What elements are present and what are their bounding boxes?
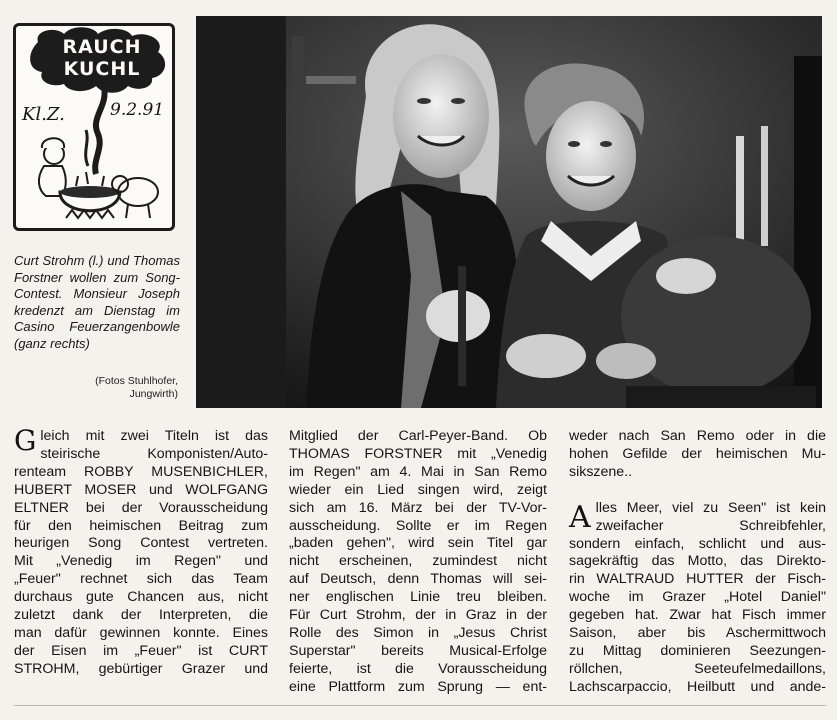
article-line: der Eisen im „Feuer" ist CURT — [14, 642, 268, 659]
article-line: leich mit zwei Titeln ist das — [40, 428, 268, 444]
article-line: nicht erscheinen, zumindest nicht — [289, 553, 547, 570]
logo-title-line2: KUCHL — [63, 58, 141, 80]
dropcap-a: A — [569, 499, 591, 535]
article-line: gegeben hat. Zwar hat Fisch immer — [569, 607, 826, 624]
article-line: sich am 16. März bei der TV-Vor- — [289, 499, 547, 516]
article-line: ELTNER bei der Vorausscheidung — [14, 499, 268, 516]
dropcap-g: G — [14, 424, 37, 457]
article-column-2 — [289, 428, 547, 697]
article-line: im Regen" am 4. Mai in San Remo — [289, 463, 547, 480]
article-line: eine Plattform zum Sprung — ent- — [289, 678, 547, 695]
article-line: woche im Grazer „Hotel Daniel" — [569, 589, 826, 606]
logo-date: 9.2.91 — [110, 100, 165, 120]
article-line: ausscheidung. Sollte er im Regen — [289, 517, 547, 534]
article-line: sondern einfach, schlicht und aus- — [569, 535, 826, 552]
article-column-1 — [14, 424, 268, 679]
photo-credit-line2: Jungwirth) — [129, 388, 178, 400]
article-line: wieder ein Lied singen wird, zeigt — [289, 481, 547, 498]
article-line: auf Deutsch, denn Thomas will sei- — [289, 571, 547, 588]
article-line: STROHM, gebürtiger Grazer und — [14, 660, 268, 677]
article-line: sagekräftig das Motto, das Direkto- — [569, 553, 826, 570]
article-line: zu Mittag dominieren Seezungen- — [569, 642, 826, 659]
photo-credit-block — [0, 0, 178, 410]
article-line: weder nach San Remo oder in die — [569, 428, 826, 444]
paragraph-gap — [569, 482, 826, 500]
bottom-rule — [14, 705, 826, 706]
article-line: durchaus gute Chancen aus, nicht — [14, 589, 268, 606]
article-line: Superstar" bereits Musical-Erfolge — [289, 642, 547, 659]
article-line: Saison, aber bis Aschermittwoch — [569, 625, 826, 642]
article-photo — [196, 16, 822, 408]
article-line: Mitglied der Carl-Peyer-Band. Ob — [289, 428, 547, 444]
article-line: lles Meer, viel zu Seen" ist kein — [595, 499, 826, 516]
article-line: feierte, ist die Vorausscheidung — [289, 660, 547, 677]
article-line: „baden gehen", wird sein Titel gar — [289, 535, 547, 552]
article-line: sikszene.. — [569, 463, 633, 480]
article-line: röllchen, Seeteufelmedaillons, — [569, 660, 826, 677]
article-line: THOMAS FORSTNER mit „Venedig — [289, 445, 547, 462]
article-line: Lachscarpaccio, Heilbutt und ande- — [569, 678, 826, 695]
article-line: hohen Gefilde der heimischen Mu- — [569, 445, 826, 462]
article-line: Rolle des Simon in „Jesus Christ — [289, 624, 547, 641]
article-line: HUBERT MOSER und WOLFGANG — [14, 481, 268, 498]
article-line: renteam ROBBY MUSENBICHLER, — [14, 463, 268, 480]
article-line: „Feuer" rechnet sich das Team — [14, 571, 268, 588]
article-line: zuletzt dank der Interpreten, die — [14, 607, 268, 624]
article-line: Mit „Venedig im Regen" und — [14, 553, 268, 570]
article-line: für den heimischen Beitrag zum — [14, 517, 268, 534]
article-line: Für Curt Strohm, der in Graz in der — [289, 607, 547, 624]
article-line: heurigen Song Contest vertreten. — [14, 535, 268, 552]
article-line: zweifacher Schreibfehler, — [595, 517, 826, 534]
article-line: ner englischen Linie treu bleiben. — [289, 589, 547, 606]
photo-credit — [0, 375, 178, 401]
photo-credit-line1: (Fotos Stuhlhofer, — [95, 375, 178, 387]
photo-caption: Curt Strohm (l.) und Thomas Forstner wollen zum Song-Contest. Monsieur Joseph kredenzt am Dienstag im Casino Feuerzangenbowle (ganz rechts) — [14, 253, 180, 351]
article-line: rin WALTRAUD HUTTER der Fisch- — [569, 571, 826, 588]
logo-source-label: Kl.Z. — [22, 104, 65, 125]
article-column-3 — [569, 428, 826, 697]
logo-title-line1: RAUCH — [62, 36, 142, 58]
article-line: man dafür gewinnen konnte. Eines — [14, 624, 268, 641]
article-line: steirische Komponisten/Auto- — [40, 445, 268, 462]
photo-artwork — [196, 16, 822, 408]
